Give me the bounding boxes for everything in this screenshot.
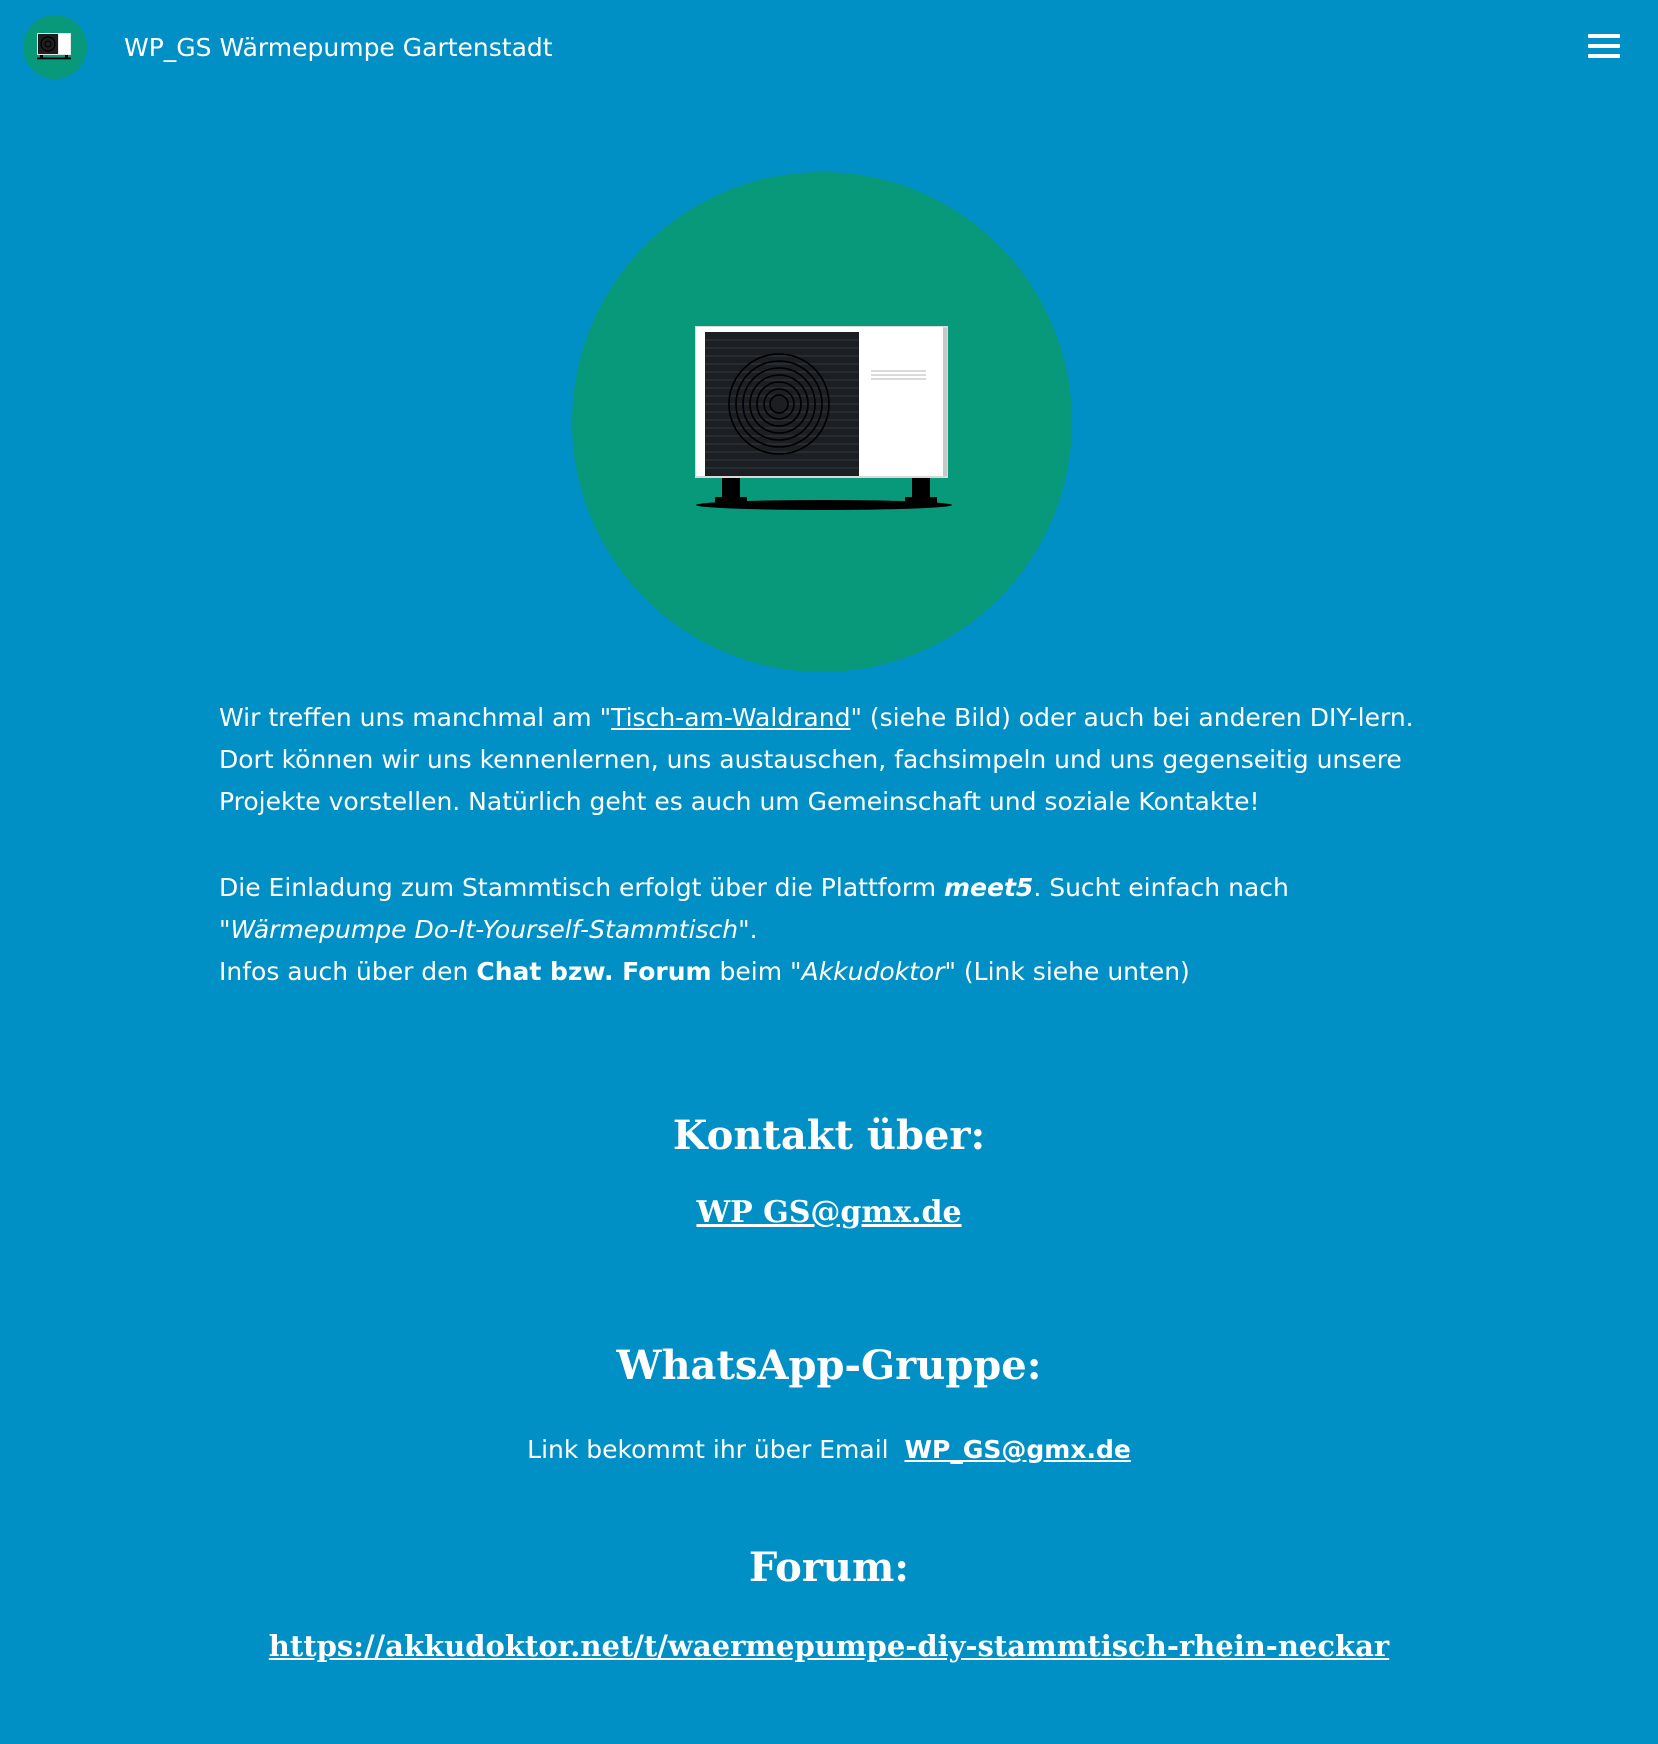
contact-email-line (0, 1191, 1658, 1235)
intro-paragraph-invitation: Die Einladung zum Stammtisch erfolgt über die Plattform meet5. Sucht einfach nach "Wärmepumpe Do-It-Yourself-Stammtisch". Infos auch über den Chat bzw. Forum beim "Akkudoktor" (Link siehe unten) (219, 873, 1289, 986)
platform-name: meet5 (944, 873, 1034, 902)
whatsapp-text: Link bekommt ihr über Email (527, 1435, 905, 1464)
whatsapp-heading: WhatsApp-Gruppe: (616, 1342, 1042, 1389)
contact-heading: Kontakt über: (672, 1112, 986, 1159)
whatsapp-info (0, 1430, 1658, 1470)
intro-paragraph-meeting: Wir treffen uns manchmal am "Tisch-am-Waldrand" (siehe Bild) oder auch bei anderen DIY-lern. Dort können wir uns kennenlernen, uns austauschen, fachsimpeln und uns gegenseitig unsere Projekte vorstellen. Natürlich geht es auch um Gemeinschaft und soziale Kontakte! (219, 703, 1414, 816)
akkudoktor-label: Akkudoktor (801, 957, 945, 986)
forum-link[interactable]: https://akkudoktor.net/t/waermepumpe-diy-stammtisch-rhein-neckar (268, 1629, 1390, 1663)
forum-link-line (0, 1624, 1658, 1668)
tisch-am-waldrand-link[interactable]: Tisch-am-Waldrand (611, 703, 851, 732)
heat-pump-illustration (572, 172, 1072, 672)
search-term: Wärmepumpe Do-It-Yourself-Stammtisch (230, 915, 739, 944)
site-header (0, 0, 1658, 98)
whatsapp-email-link[interactable]: WP_GS@gmx.de (904, 1435, 1131, 1464)
hamburger-menu-icon[interactable] (1584, 30, 1624, 62)
contact-email-link[interactable]: WP GS@gmx.de (696, 1195, 962, 1230)
heat-pump-logo-icon[interactable] (23, 15, 87, 79)
intro-text (219, 697, 1459, 993)
site-title[interactable]: WP_GS Wärmepumpe Gartenstadt (124, 33, 553, 62)
forum-heading: Forum: (748, 1544, 910, 1591)
chat-forum-label: Chat bzw. Forum (476, 957, 712, 986)
